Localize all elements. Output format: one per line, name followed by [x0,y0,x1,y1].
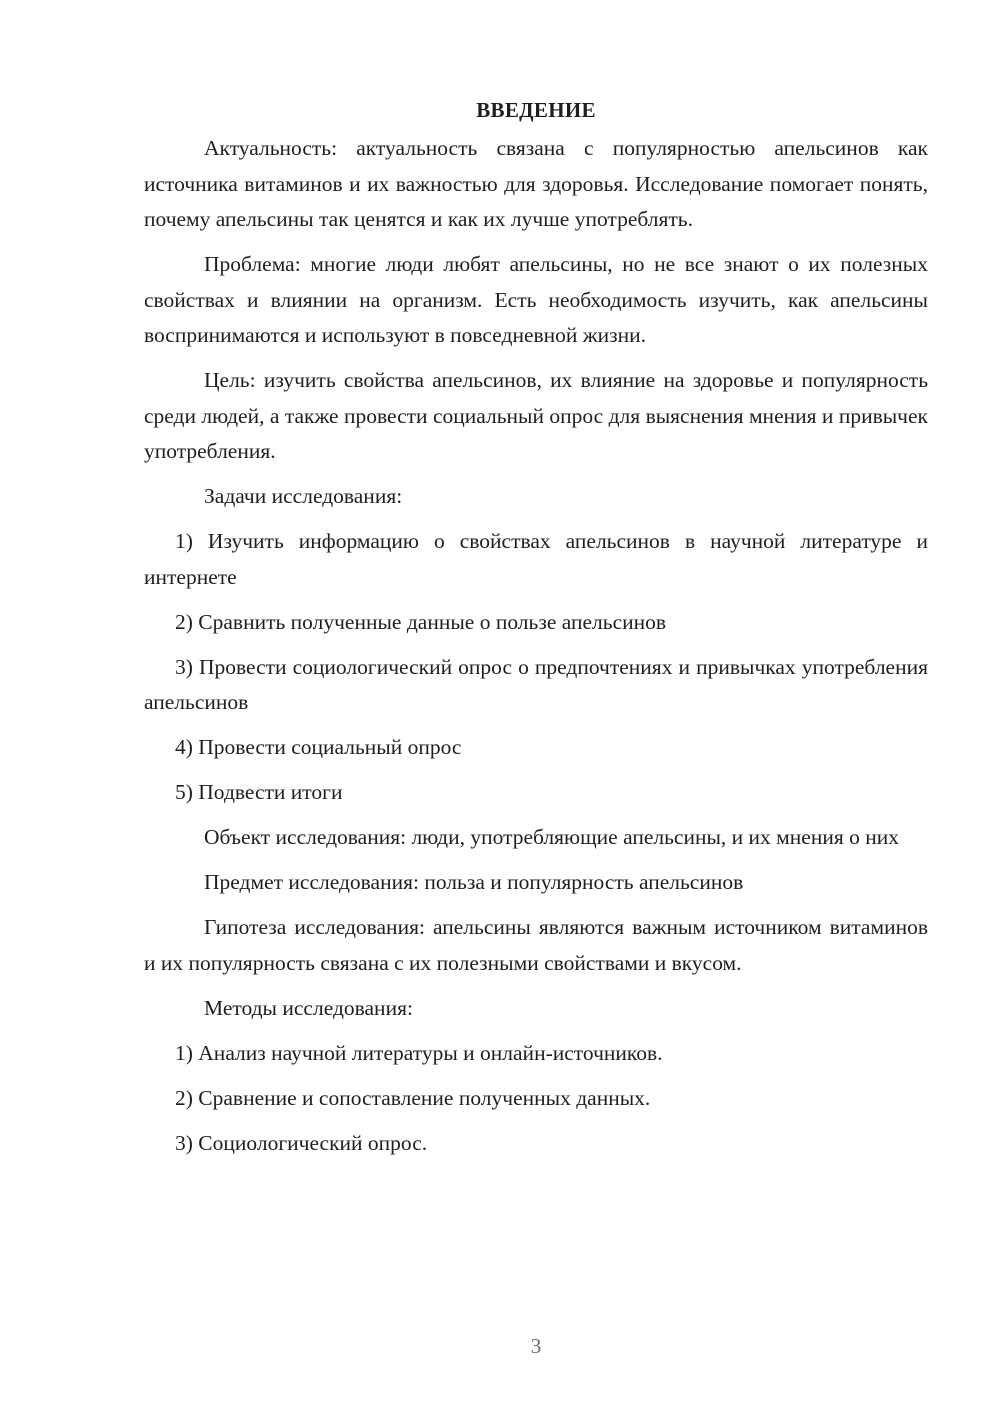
task-item: 5) Подвести итоги [175,780,343,804]
method-item: 3) Социологический опрос. [175,1130,428,1155]
relevance-paragraph: Актуальность: актуальность связана с популярностью апельсинов как источника витаминов и их важностью для здоровья. Исследование помогает понять, почему апельсины так ценятся и как их лучше употреблять. [144,136,928,231]
tasks-heading: Задачи исследования: [204,484,403,508]
problem-paragraph: Проблема: многие люди любят апельсины, но не все знают о их полезных свойствах и влиянии на организм. Есть необходимость изучить, как апельсины воспринимаются и используют в повседневной жизни. [144,252,928,347]
method-item: 1) Анализ научной литературы и онлайн-источников. [175,1040,663,1065]
object-paragraph: Объект исследования: люди, употребляющие апельсины, и их мнения о них [204,825,900,849]
task-item: 4) Провести социальный опрос [175,735,462,759]
task-item: 2) Сравнить полученные данные о пользе апельсинов [175,609,667,634]
methods-heading: Методы исследования: [204,995,413,1020]
page-title: ВВЕДЕНИЕ [476,98,596,122]
goal-paragraph: Цель: изучить свойства апельсинов, их влияние на здоровье и популярность среди людей, а также провести социальный опрос для выяснения мнения и привычек употребления. [144,368,928,463]
document-page [144,92,928,1161]
task-item: 3) Провести социологический опрос о предпочтениях и привычках употребления апельсинов [144,654,928,714]
hypothesis-paragraph: Гипотеза исследования: апельсины являются важным источником витаминов и их популярность связана с их полезными свойствами и вкусом. [144,915,928,975]
page-number: 3 [530,1334,542,1358]
subject-paragraph: Предмет исследования: польза и популярность апельсинов [204,870,744,894]
method-item: 2) Сравнение и сопоставление полученных данных. [175,1085,651,1110]
task-item: 1) Изучить информацию о свойствах апельсинов в научной литературе и интернете [144,529,928,589]
